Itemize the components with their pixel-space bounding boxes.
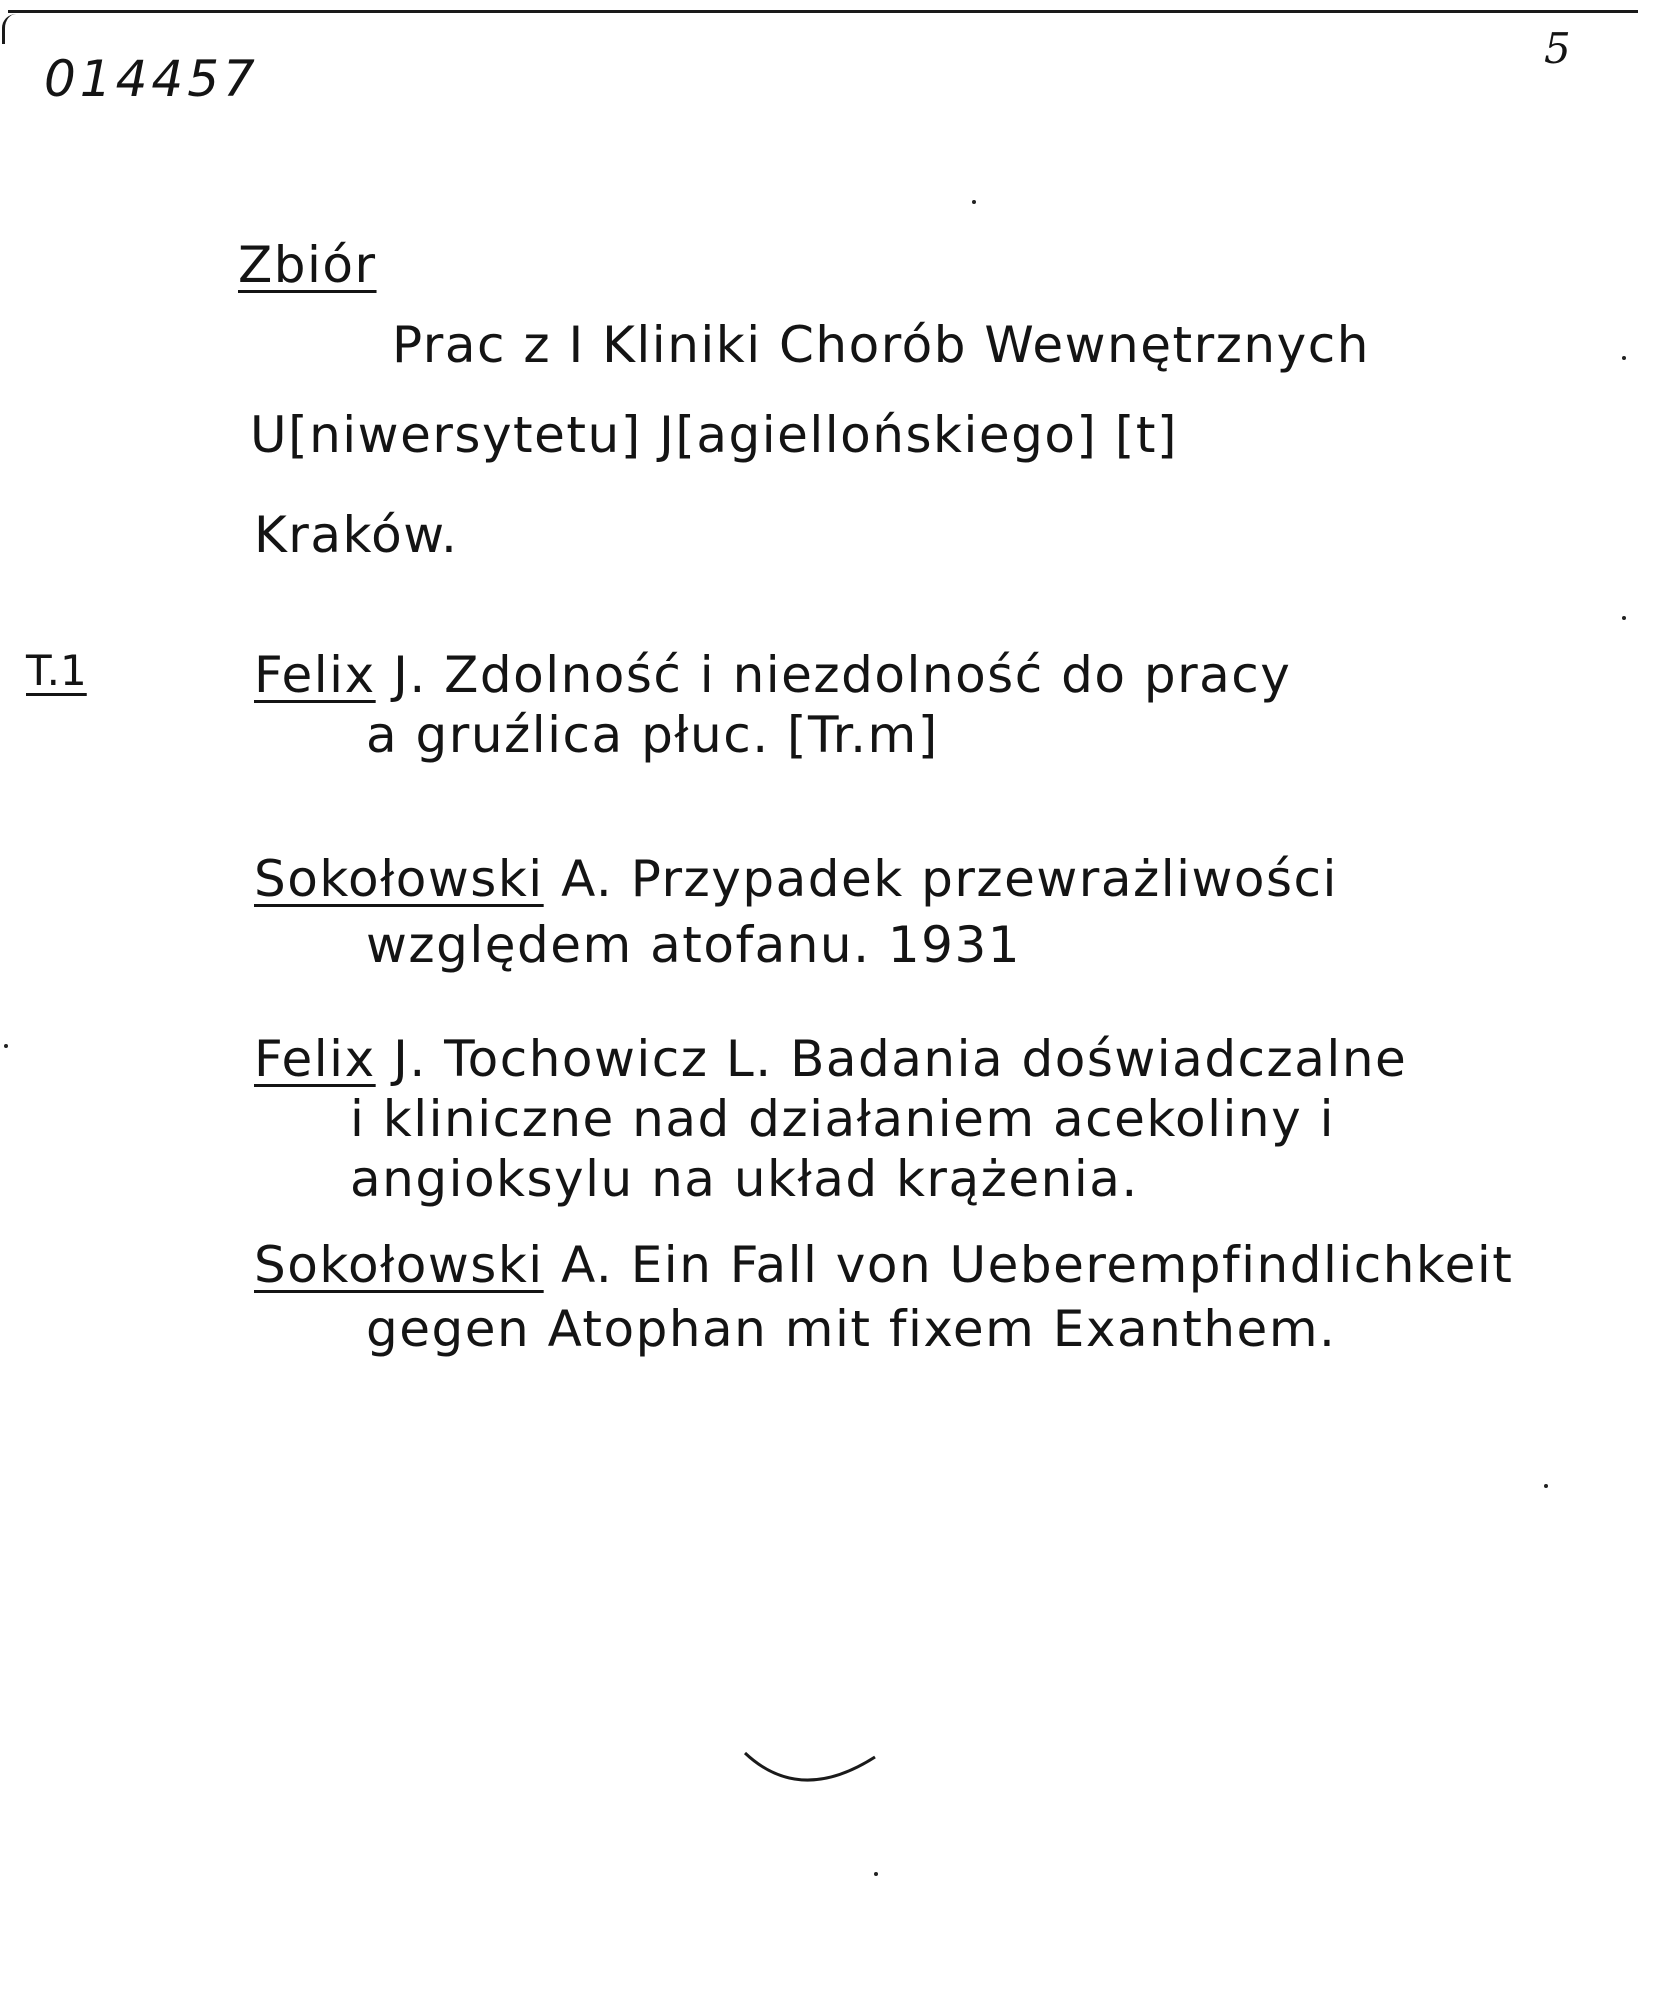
entry-2-line-1 (254, 852, 1338, 907)
entry-2-text-1: A. Przypadek przewrażliwości (561, 850, 1338, 908)
volume-label: T.1 (26, 646, 87, 695)
entry-3-text-1: J. Tochowicz L. Badania doświadczalne (393, 1030, 1408, 1088)
entry-3-line-2: i kliniczne nad działaniem acekoliny i (350, 1090, 1335, 1148)
catalog-number: 014457 (44, 50, 259, 108)
entry-4-line-1 (254, 1238, 1513, 1293)
scan-speck (1622, 616, 1626, 620)
entry-3-line-1 (254, 1032, 1407, 1087)
title-line-1: Prac z I Kliniki Chorób Wewnętrznych (392, 316, 1370, 374)
entry-3-author: Felix (254, 1030, 376, 1088)
scan-speck (972, 200, 976, 204)
scan-speck (1544, 1484, 1548, 1488)
entry-1-line-1 (254, 648, 1291, 703)
pen-mark (740, 1745, 880, 1805)
scan-speck (874, 1872, 878, 1876)
title-line-2: U[niwersytetu] J[agiellońskiego] [t] (250, 406, 1178, 464)
entry-4-line-2: gegen Atophan mit fixem Exanthem. (366, 1300, 1337, 1358)
entry-4-author: Sokołowski (254, 1236, 544, 1294)
entry-1-text-1: J. Zdolność i niezdolność do pracy (393, 646, 1292, 704)
scan-speck (4, 1044, 8, 1048)
entry-2-author: Sokołowski (254, 850, 544, 908)
heading: Zbiór (238, 236, 377, 294)
entry-3-line-3: angioksylu na układ krążenia. (350, 1150, 1139, 1208)
page-number: 5 (1544, 24, 1571, 73)
card-top-edge (8, 10, 1638, 13)
card-corner (2, 14, 19, 44)
entry-1-line-2: a gruźlica płuc. [Tr.m] (366, 706, 939, 764)
entry-2-line-2: względem atofanu. 1931 (366, 916, 1022, 974)
entry-4-text-1: A. Ein Fall von Ueberempfindlichkeit (561, 1236, 1514, 1294)
scan-speck (1622, 356, 1626, 360)
entry-1-author: Felix (254, 646, 376, 704)
place: Kraków. (254, 506, 459, 564)
